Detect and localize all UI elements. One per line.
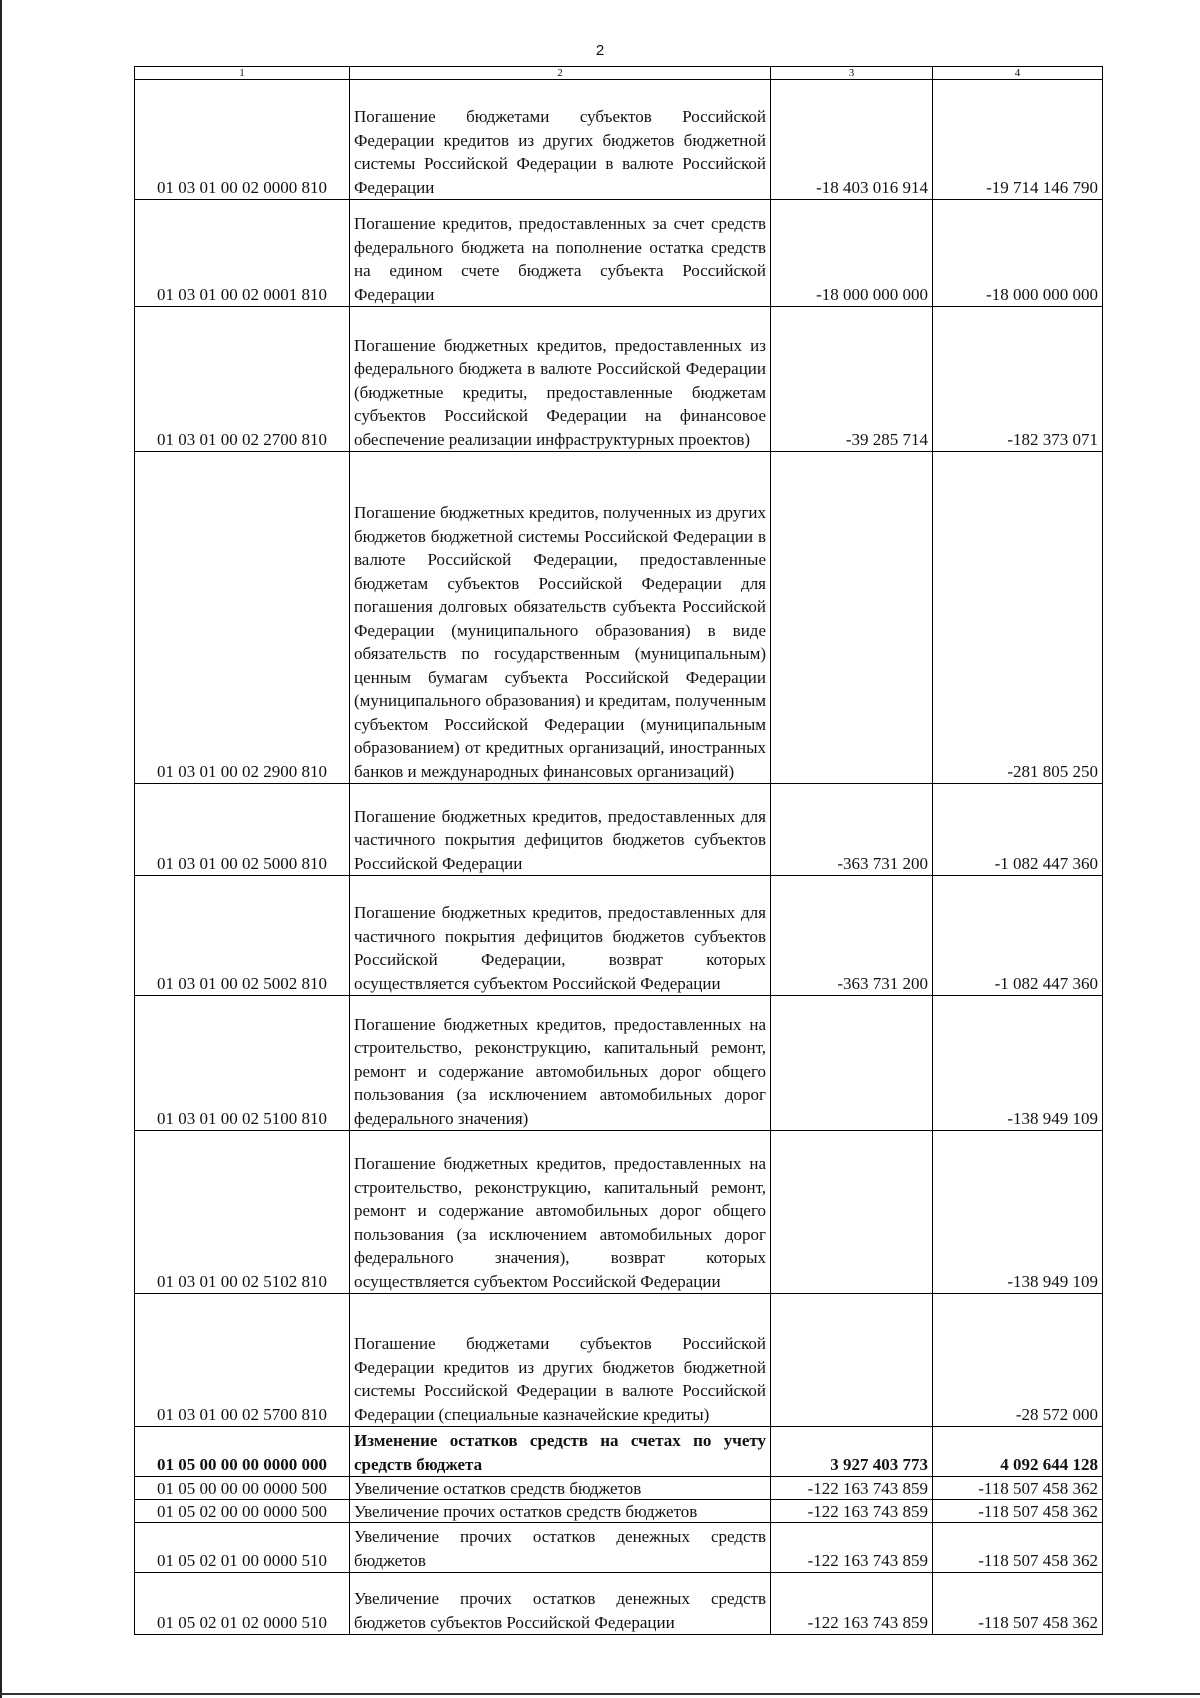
amount-col3: -39 285 714 [771, 307, 933, 452]
amount-col4: -118 507 458 362 [933, 1523, 1103, 1573]
budget-code: 01 03 01 00 02 0000 810 [135, 80, 350, 200]
table-row [135, 784, 1103, 876]
amount-col3: -122 163 743 859 [771, 1500, 933, 1523]
item-name: Погашение бюджетных кредитов, предоставленных на строительство, реконструкцию, капитальный ремонт, ремонт и содержание автомобильных дорог общего пользования (за исключением автомобильных дорог федерального значения) [350, 996, 771, 1131]
item-name: Погашение кредитов, предоставленных за счет средств федерального бюджета на пополнение остатка средств на едином счете бюджета субъекта Российской Федерации [350, 200, 771, 307]
table-row [135, 307, 1103, 452]
budget-code: 01 03 01 00 02 5102 810 [135, 1131, 350, 1294]
budget-sources-table [134, 66, 1103, 1635]
table-row [135, 200, 1103, 307]
scan-left-edge [0, 0, 2, 1698]
item-name: Погашение бюджетных кредитов, предоставленных из федерального бюджета в валюте Российской Федерации (бюджетные кредиты, предоставленные бюджетам субъектов Российской Федерации на финансовое обеспечение реализации инфраструктурных проектов) [350, 307, 771, 452]
scan-bottom-edge [0, 1693, 1200, 1695]
table-row [135, 1477, 1103, 1500]
budget-code: 01 03 01 00 02 5002 810 [135, 876, 350, 996]
table-row [135, 1500, 1103, 1523]
amount-col3 [771, 1294, 933, 1427]
amount-col4: -1 082 447 360 [933, 876, 1103, 996]
table-row [135, 876, 1103, 996]
budget-code: 01 03 01 00 02 2900 810 [135, 452, 350, 784]
amount-col4: -18 000 000 000 [933, 200, 1103, 307]
amount-col3: -18 000 000 000 [771, 200, 933, 307]
item-name: Изменение остатков средств на счетах по учету средств бюджета [350, 1427, 771, 1477]
page-number: 2 [595, 42, 605, 59]
column-header-3: 3 [771, 67, 933, 80]
table-row [135, 1523, 1103, 1573]
amount-col3: -18 403 016 914 [771, 80, 933, 200]
amount-col4: -138 949 109 [933, 1131, 1103, 1294]
budget-code: 01 05 02 00 00 0000 500 [135, 1500, 350, 1523]
item-name: Увеличение прочих остатков денежных средств бюджетов субъектов Российской Федерации [350, 1573, 771, 1635]
table-row [135, 452, 1103, 784]
item-name: Погашение бюджетных кредитов, предоставленных для частичного покрытия дефицитов бюджетов субъектов Российской Федерации [350, 784, 771, 876]
budget-code: 01 03 01 00 02 5700 810 [135, 1294, 350, 1427]
budget-code: 01 03 01 00 02 5100 810 [135, 996, 350, 1131]
item-name: Увеличение прочих остатков денежных средств бюджетов [350, 1523, 771, 1573]
amount-col3: 3 927 403 773 [771, 1427, 933, 1477]
table-row [135, 996, 1103, 1131]
column-header-1: 1 [135, 67, 350, 80]
amount-col3 [771, 996, 933, 1131]
budget-code: 01 05 02 01 00 0000 510 [135, 1523, 350, 1573]
item-name: Погашение бюджетных кредитов, предоставленных на строительство, реконструкцию, капитальный ремонт, ремонт и содержание автомобильных дорог общего пользования (за исключением автомобильных дорог федерального значения), возврат которых осуществляется субъектом Российской Федерации [350, 1131, 771, 1294]
amount-col3: -363 731 200 [771, 876, 933, 996]
column-header-4: 4 [933, 67, 1103, 80]
table-row [135, 1131, 1103, 1294]
amount-col4: -1 082 447 360 [933, 784, 1103, 876]
budget-code: 01 05 02 01 02 0000 510 [135, 1573, 350, 1635]
budget-code: 01 05 00 00 00 0000 000 [135, 1427, 350, 1477]
item-name: Погашение бюджетных кредитов, предоставленных для частичного покрытия дефицитов бюджетов субъектов Российской Федерации, возврат которых осуществляется субъектом Российской Федерации [350, 876, 771, 996]
item-name: Погашение бюджетами субъектов Российской Федерации кредитов из других бюджетов бюджетной системы Российской Федерации в валюте Российской Федерации [350, 80, 771, 200]
column-number-row [135, 67, 1103, 80]
budget-code: 01 03 01 00 02 0001 810 [135, 200, 350, 307]
budget-code: 01 03 01 00 02 5000 810 [135, 784, 350, 876]
table-row [135, 80, 1103, 200]
amount-col4: -118 507 458 362 [933, 1573, 1103, 1635]
amount-col4: -118 507 458 362 [933, 1477, 1103, 1500]
amount-col4: -182 373 071 [933, 307, 1103, 452]
amount-col4: -138 949 109 [933, 996, 1103, 1131]
amount-col4: -118 507 458 362 [933, 1500, 1103, 1523]
amount-col3: -363 731 200 [771, 784, 933, 876]
amount-col3: -122 163 743 859 [771, 1523, 933, 1573]
amount-col4: -281 805 250 [933, 452, 1103, 784]
item-name: Погашение бюджетных кредитов, полученных из других бюджетов бюджетной системы Российской Федерации в валюте Российской Федерации, предоставленные бюджетам субъектов Российской Федерации для погашения долговых обязательств субъекта Российской Федерации (муниципального образования) в виде обязательств по государственным (муниципальным) ценным бумагам субъекта Российской Федерации (муниципального образования) и кредитам, полученным субъектом Российской Федерации (муниципальным образованием) от кредитных организаций, иностранных банков и международных финансовых организаций) [350, 452, 771, 784]
item-name: Увеличение остатков средств бюджетов [350, 1477, 771, 1500]
table-row [135, 1573, 1103, 1635]
budget-code: 01 03 01 00 02 2700 810 [135, 307, 350, 452]
amount-col3 [771, 452, 933, 784]
amount-col3: -122 163 743 859 [771, 1573, 933, 1635]
amount-col3 [771, 1131, 933, 1294]
item-name: Увеличение прочих остатков средств бюджетов [350, 1500, 771, 1523]
amount-col4: 4 092 644 128 [933, 1427, 1103, 1477]
amount-col4: -19 714 146 790 [933, 80, 1103, 200]
column-header-2: 2 [350, 67, 771, 80]
table-row [135, 1294, 1103, 1427]
table-row-total [135, 1427, 1103, 1477]
budget-code: 01 05 00 00 00 0000 500 [135, 1477, 350, 1500]
item-name: Погашение бюджетами субъектов Российской Федерации кредитов из других бюджетов бюджетной системы Российской Федерации в валюте Российской Федерации (специальные казначейские кредиты) [350, 1294, 771, 1427]
amount-col3: -122 163 743 859 [771, 1477, 933, 1500]
amount-col4: -28 572 000 [933, 1294, 1103, 1427]
